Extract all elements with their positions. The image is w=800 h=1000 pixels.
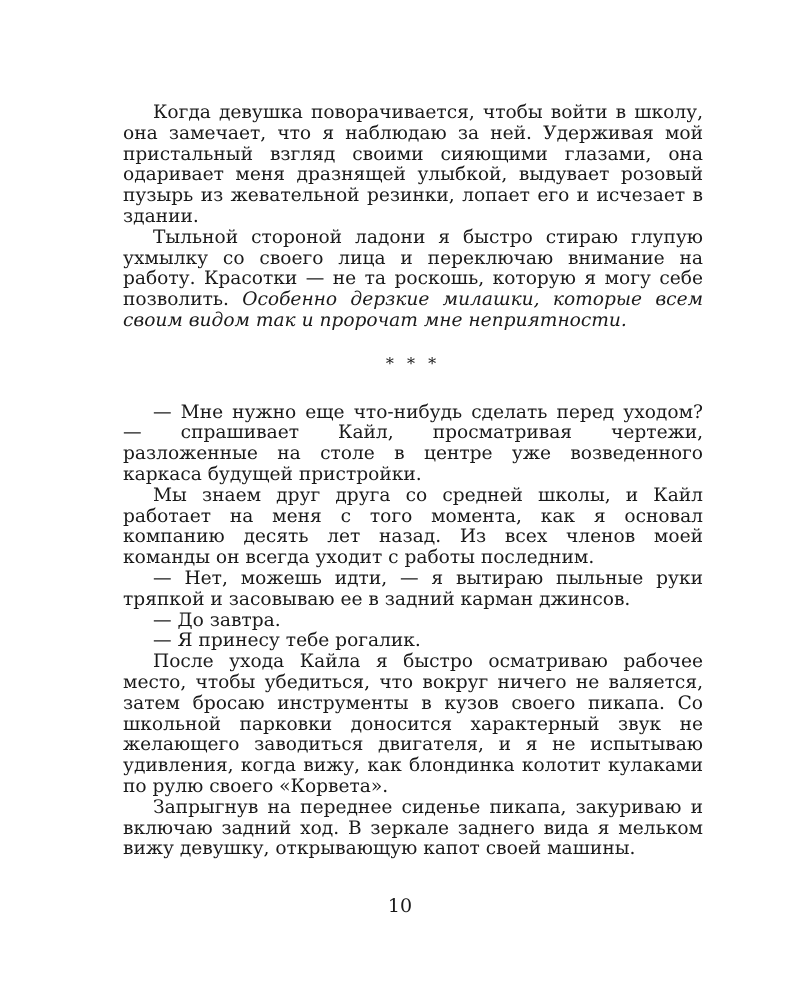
paragraph-2-regular: Тыльной стороной ладони я быстро стираю глупую ухмылку со своего лица и переключаю внимание на работу. Красотки — не та роскошь, которую я могу себе позволить. (123, 226, 703, 311)
paragraph-8: После ухода Кайла я быстро осматриваю рабочее место, чтобы убедиться, что вокруг ничего не валяется, затем бросаю инструменты в кузов своего пикапа. Со школьной парковки доносится характерный звук не желающего заводиться двигателя, и я не испытываю удивления, когда вижу, как блондинка колотит кулаками по рулю своего «Корвета». (123, 651, 703, 797)
paragraph-5: — Нет, можешь идти, — я вытираю пыльные руки тряпкой и засовываю ее в задний карман джинсов. (123, 567, 703, 610)
paragraph-6: — До завтра. (153, 609, 281, 631)
page-number: 10 (387, 895, 413, 917)
paragraph-3: — Мне нужно еще что-нибудь сделать перед уходом? — спрашивает Кайл, просматривая чертежи, разложенные на столе в центре уже возведенного каркаса будущей пристройки. (123, 401, 703, 485)
page-text (123, 103, 703, 860)
paragraph-7: — Я принесу тебе рогалик. (153, 630, 421, 652)
paragraph-4: Мы знаем друг друга со средней школы, и Кайл работает на меня с того момента, как я основал компанию десять лет назад. Из всех членов моей команды он всегда уходит с работы последним. (123, 484, 703, 569)
paragraph-2-italic: Особенно дерзкие милашки, которые всем своим видом так и пророчат мне неприятности. (123, 289, 704, 331)
paragraph-1: Когда девушка поворачивается, чтобы войти в школу, она замечает, что я наблюдаю за ней. Удерживая мой пристальный взгляд своими сияющими глазами, она одаривает меня дразнящей улыбкой, выдувает розовый пузырь из жевательной резинки, лопает его и исчезает в здании. (123, 102, 703, 227)
paragraph-2 (123, 228, 703, 332)
paragraph-9: Запрыгнув на переднее сиденье пикапа, закуриваю и включаю задний ход. В зеркале заднего вида я мельком вижу девушку, открывающую капот своей машины. (123, 796, 703, 860)
section-separator: * * * (385, 353, 441, 373)
